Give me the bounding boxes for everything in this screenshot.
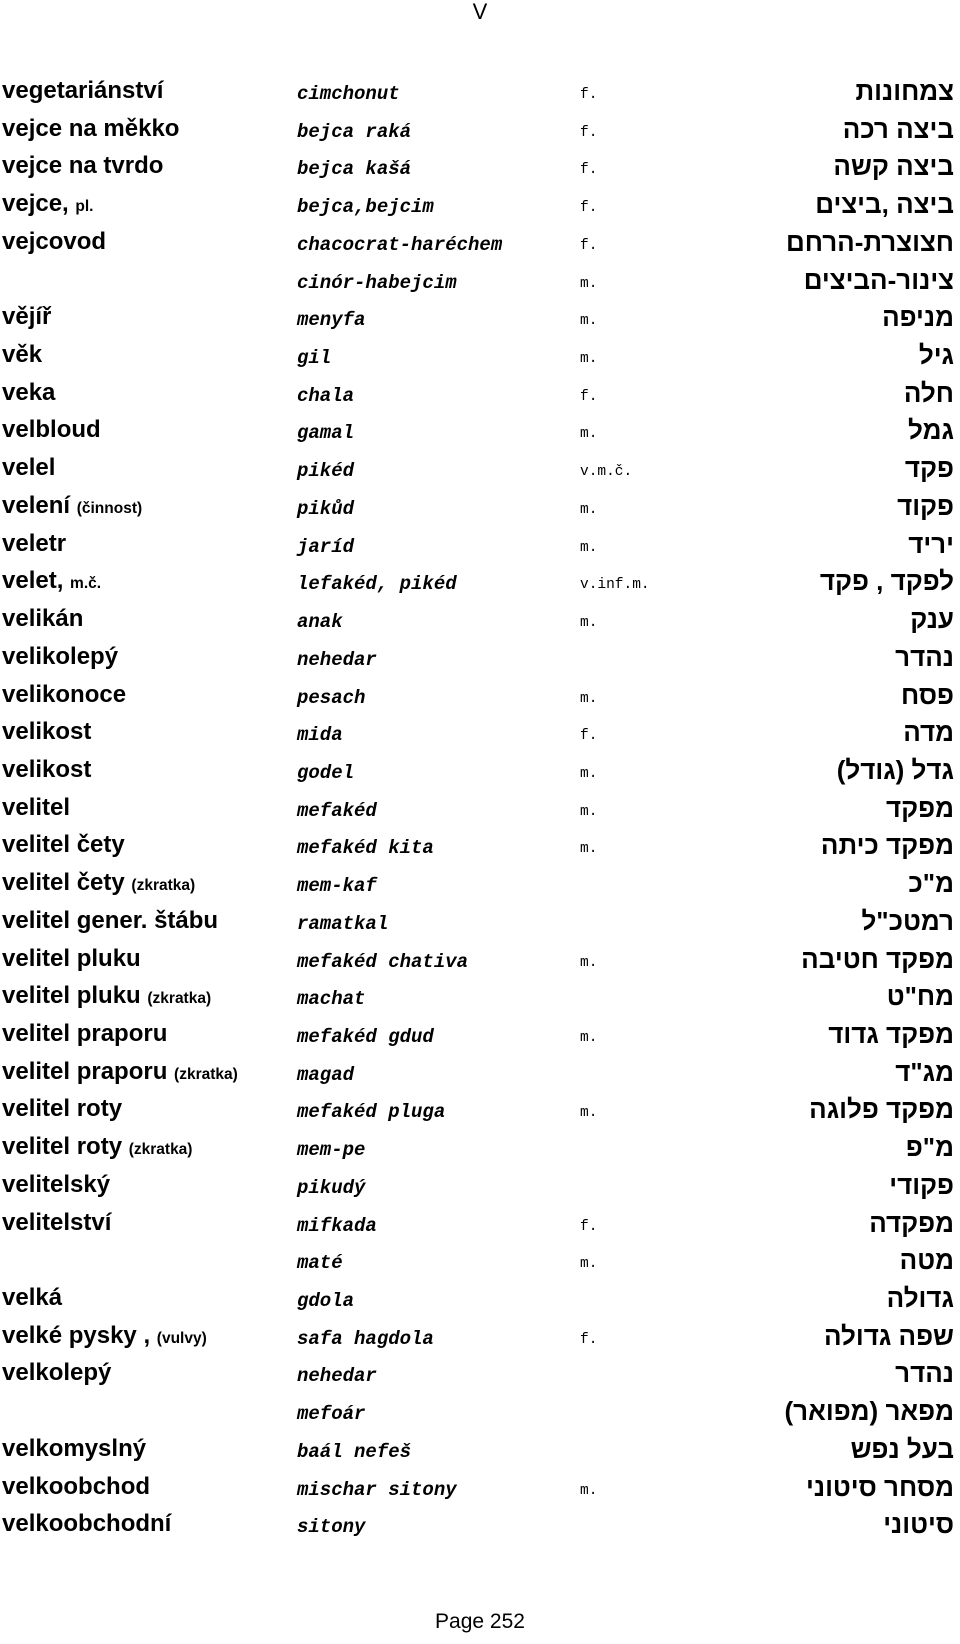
hebrew-term: מפקד כיתה	[820, 830, 954, 861]
czech-term-note: (zkratka)	[147, 990, 212, 1008]
grammar-tag: v.inf.m.	[580, 577, 650, 594]
dictionary-entry-row	[0, 528, 960, 566]
transliteration: machat	[297, 988, 366, 1011]
transliteration: baál nefeš	[297, 1440, 412, 1463]
czech-term	[2, 226, 106, 258]
grammar-tag: m.	[580, 501, 598, 518]
transliteration: bejca,bejcim	[297, 196, 434, 219]
dictionary-entry-row	[0, 226, 960, 264]
dictionary-entry-row	[0, 490, 960, 528]
czech-term	[2, 1207, 111, 1239]
dictionary-entry-row	[0, 829, 960, 867]
czech-term	[2, 792, 70, 824]
hebrew-term: מג"ד	[895, 1056, 954, 1087]
czech-term-text: velel	[2, 454, 56, 482]
transliteration: cinór-habejcim	[297, 271, 457, 294]
dictionary-entry-row	[0, 603, 960, 641]
transliteration: chala	[297, 384, 355, 407]
hebrew-term: לפקד , פקד	[819, 566, 954, 597]
grammar-tag: f.	[580, 388, 598, 405]
czech-term	[2, 1056, 238, 1091]
czech-term	[2, 1471, 150, 1503]
grammar-tag: m.	[580, 539, 598, 556]
dictionary-entry-list	[0, 75, 960, 1546]
dictionary-entry-row	[0, 980, 960, 1018]
czech-term	[2, 339, 42, 371]
grammar-tag: m.	[580, 351, 598, 368]
czech-term	[2, 565, 101, 600]
czech-term-note: (zkratka)	[131, 877, 196, 895]
grammar-tag: m.	[580, 954, 598, 971]
dictionary-entry-row	[0, 792, 960, 830]
hebrew-term: מפקד גדוד	[828, 1018, 954, 1049]
hebrew-term: נהדר	[895, 1358, 954, 1389]
czech-term-text: veletr	[2, 529, 67, 557]
hebrew-term: מח"ט	[886, 981, 954, 1012]
czech-term-note: (vulvy)	[156, 1329, 207, 1347]
czech-term-text: velitel pluku	[2, 982, 141, 1010]
transliteration: sitony	[297, 1516, 366, 1539]
dictionary-entry-row	[0, 1207, 960, 1245]
hebrew-term: ביצה ,ביצים	[815, 189, 954, 220]
czech-term-text: velitel roty	[2, 1133, 123, 1161]
hebrew-term: מטה	[899, 1245, 954, 1276]
dictionary-entry-row	[0, 377, 960, 415]
czech-term-text: vejce,	[2, 190, 69, 218]
transliteration: gamal	[297, 422, 355, 445]
transliteration: mifkada	[297, 1214, 377, 1237]
czech-term-text: velká	[2, 1284, 63, 1311]
czech-term-text: velké pysky ,	[2, 1321, 151, 1349]
transliteration: nehedar	[297, 1365, 377, 1388]
dictionary-entry-row	[0, 150, 960, 188]
dictionary-entry-row	[0, 1093, 960, 1131]
czech-term-text: velet,	[2, 567, 64, 595]
transliteration: pikudý	[297, 1176, 366, 1199]
dictionary-entry-row	[0, 679, 960, 717]
czech-term-text: velitelský	[2, 1170, 111, 1198]
hebrew-term: יריד	[908, 528, 954, 559]
dictionary-entry-row	[0, 1131, 960, 1169]
grammar-tag: f.	[580, 1331, 598, 1348]
czech-term-note: (zkratka)	[174, 1065, 238, 1083]
transliteration: jaríd	[297, 535, 355, 558]
hebrew-term: מפאר (מפואר)	[784, 1396, 954, 1427]
czech-term	[2, 980, 211, 1015]
grammar-tag: f.	[580, 1218, 598, 1235]
hebrew-term: נהדר	[895, 641, 954, 672]
hebrew-term: פקוד	[897, 490, 954, 521]
grammar-tag: f.	[580, 728, 598, 745]
czech-term	[2, 716, 91, 748]
hebrew-term: מסחר סיטוני	[806, 1471, 954, 1502]
czech-term	[2, 905, 218, 937]
hebrew-term: שפה גדולה	[823, 1320, 954, 1351]
dictionary-entry-row	[0, 1244, 960, 1282]
dictionary-entry-row	[0, 113, 960, 151]
transliteration: menyfa	[297, 309, 366, 332]
czech-term-note: pl.	[75, 198, 94, 216]
transliteration: magad	[297, 1063, 355, 1086]
grammar-tag: f.	[580, 200, 598, 217]
dictionary-entry-row	[0, 1395, 960, 1433]
czech-term-text: velitel	[2, 793, 71, 821]
hebrew-term: מפקד פלוגה	[809, 1094, 954, 1125]
dictionary-entry-row	[0, 1508, 960, 1546]
hebrew-term: בעל נפש	[850, 1433, 954, 1464]
transliteration: maté	[297, 1252, 343, 1275]
transliteration: safa hagdola	[297, 1327, 434, 1350]
czech-term	[2, 1320, 207, 1355]
grammar-tag: m.	[580, 841, 598, 858]
dictionary-entry-row	[0, 1433, 960, 1471]
czech-term	[2, 1508, 171, 1540]
dictionary-entry-row	[0, 75, 960, 113]
transliteration: lefakéd, pikéd	[297, 573, 457, 596]
transliteration: pesach	[297, 686, 366, 709]
hebrew-term: מדה	[903, 717, 954, 748]
czech-term-text: velikost	[2, 755, 92, 783]
transliteration: mefakéd chativa	[297, 950, 469, 973]
czech-term-note: (zkratka)	[128, 1141, 193, 1159]
dictionary-entry-row	[0, 188, 960, 226]
dictionary-entry-row	[0, 452, 960, 490]
czech-term	[2, 301, 51, 333]
czech-term	[2, 603, 83, 635]
transliteration: godel	[297, 761, 355, 784]
czech-term	[2, 113, 179, 145]
czech-term-text: vejce na tvrdo	[2, 152, 164, 180]
czech-term-text: velitelství	[2, 1208, 112, 1236]
czech-term-text: velitel gener. štábu	[2, 906, 219, 934]
transliteration: mefoár	[297, 1403, 366, 1426]
transliteration: anak	[297, 611, 343, 634]
dictionary-entry-row	[0, 943, 960, 981]
dictionary-entry-row	[0, 565, 960, 603]
transliteration: pikůd	[297, 497, 355, 520]
czech-term	[2, 679, 126, 711]
dictionary-entry-row	[0, 641, 960, 679]
czech-term-text: velbloud	[2, 416, 101, 444]
transliteration: chacocrat-haréchem	[297, 233, 503, 256]
grammar-tag: m.	[580, 313, 598, 330]
transliteration: mefakéd kita	[297, 837, 434, 860]
czech-term-text: velitel čety	[2, 831, 125, 859]
dictionary-entry-row	[0, 1282, 960, 1320]
page-number: Page 252	[435, 1610, 525, 1633]
grammar-tag: m.	[580, 615, 598, 632]
czech-term-text: veka	[2, 378, 56, 406]
hebrew-term: צינור-הביצים	[803, 264, 954, 295]
grammar-tag: m.	[580, 1256, 598, 1273]
grammar-tag: m.	[580, 275, 598, 292]
hebrew-term: פסח	[900, 679, 954, 710]
transliteration: gil	[297, 347, 332, 370]
dictionary-entry-row	[0, 1169, 960, 1207]
transliteration: mem-pe	[297, 1139, 366, 1162]
grammar-tag: f.	[580, 237, 598, 254]
czech-term-text: velkoobchod	[2, 1472, 151, 1500]
transliteration: pikéd	[297, 460, 355, 483]
dictionary-entry-row	[0, 905, 960, 943]
transliteration: ramatkal	[297, 912, 389, 935]
czech-term	[2, 1131, 192, 1166]
hebrew-term: גיל	[918, 340, 954, 371]
dictionary-entry-row	[0, 1056, 960, 1094]
dictionary-entry-row	[0, 1357, 960, 1395]
hebrew-term: ענק	[910, 604, 954, 635]
czech-term-text: vegetariánství	[2, 77, 164, 104]
hebrew-term: חצוצרת-הרחם	[786, 226, 954, 257]
grammar-tag: m.	[580, 1105, 598, 1122]
czech-term-text: velitel praporu	[2, 1057, 168, 1085]
czech-term	[2, 452, 55, 484]
grammar-tag: m.	[580, 1029, 598, 1046]
grammar-tag: f.	[580, 162, 598, 179]
hebrew-term: מניפה	[882, 302, 954, 333]
transliteration: bejca kašá	[297, 158, 412, 181]
czech-term-text: velitel roty	[2, 1095, 123, 1123]
czech-term	[2, 829, 125, 861]
page-header-letter: V	[472, 0, 488, 24]
czech-term	[2, 150, 163, 182]
dictionary-entry-row	[0, 1471, 960, 1509]
transliteration: mefakéd gdud	[297, 1025, 434, 1048]
hebrew-term: מ"כ	[908, 868, 954, 899]
czech-term-note: (činnost)	[76, 499, 143, 517]
czech-term-text: velikán	[2, 605, 84, 633]
grammar-tag: m.	[580, 803, 598, 820]
czech-term-text: velitel pluku	[2, 944, 141, 972]
dictionary-entry-row	[0, 754, 960, 792]
czech-term	[2, 490, 142, 525]
czech-term	[2, 641, 118, 673]
czech-term-text: velitel praporu	[2, 1019, 168, 1047]
czech-term	[2, 377, 55, 409]
transliteration: mischar sitony	[297, 1478, 457, 1501]
dictionary-entry-row	[0, 1018, 960, 1056]
grammar-tag: v.m.č.	[580, 464, 633, 481]
czech-term	[2, 867, 195, 902]
hebrew-term: גדל (גודל)	[836, 754, 954, 785]
czech-term	[2, 1093, 122, 1125]
czech-term-note: m.č.	[70, 575, 102, 593]
transliteration: mefakéd	[297, 799, 377, 822]
czech-term	[2, 528, 66, 560]
czech-term	[2, 754, 91, 786]
czech-term-text: velikolepý	[2, 642, 119, 670]
hebrew-term: סיטוני	[883, 1509, 954, 1540]
dictionary-entry-row	[0, 414, 960, 452]
hebrew-term: צמחונות	[855, 76, 954, 106]
hebrew-term: גמל	[908, 415, 954, 446]
czech-term-text: velikost	[2, 718, 92, 746]
hebrew-term: מפקדה	[869, 1207, 954, 1238]
transliteration: nehedar	[297, 648, 377, 671]
dictionary-entry-row	[0, 1320, 960, 1358]
czech-term-text: vejcovod	[2, 227, 107, 255]
dictionary-entry-row	[0, 339, 960, 377]
dictionary-entry-row	[0, 716, 960, 754]
hebrew-term: מ"פ	[905, 1132, 954, 1163]
hebrew-term: פקד	[904, 453, 954, 484]
czech-term	[2, 1018, 167, 1050]
czech-term	[2, 1169, 110, 1201]
czech-term	[2, 188, 94, 223]
grammar-tag: m.	[580, 426, 598, 443]
czech-term-text: velkoobchodní	[2, 1510, 172, 1538]
czech-term-text: velkolepý	[2, 1359, 112, 1387]
transliteration: cimchonut	[297, 83, 400, 105]
czech-term	[2, 414, 101, 446]
dictionary-entry-row	[0, 867, 960, 905]
czech-term-text: vějíř	[2, 303, 52, 331]
czech-term-text: velitel čety	[2, 869, 125, 897]
czech-term	[2, 75, 163, 107]
grammar-tag: f.	[580, 124, 598, 141]
dictionary-entry-row	[0, 301, 960, 339]
czech-term	[2, 1357, 111, 1389]
transliteration: mida	[297, 724, 343, 747]
grammar-tag: m.	[580, 765, 598, 782]
czech-term-text: věk	[2, 341, 43, 369]
czech-term-text: velkomyslný	[2, 1434, 147, 1462]
grammar-tag: f.	[580, 87, 598, 103]
hebrew-term: גדולה	[886, 1283, 954, 1313]
transliteration: bejca raká	[297, 120, 412, 143]
hebrew-term: פקודי	[889, 1169, 954, 1200]
czech-term	[2, 943, 141, 975]
hebrew-term: חלה	[903, 377, 954, 408]
hebrew-term: מפקד	[886, 792, 954, 823]
czech-term	[2, 1282, 62, 1314]
czech-term	[2, 1433, 146, 1465]
hebrew-term: מפקד חטיבה	[801, 943, 954, 974]
hebrew-term: ביצה רכה	[842, 113, 954, 144]
transliteration: gdola	[297, 1290, 355, 1312]
grammar-tag: m.	[580, 1482, 598, 1499]
hebrew-term: ביצה קשה	[833, 151, 954, 182]
czech-term-text: velikonoce	[2, 680, 127, 708]
grammar-tag: m.	[580, 690, 598, 707]
czech-term-text: velení	[2, 491, 71, 519]
transliteration: mem-kaf	[297, 875, 377, 898]
hebrew-term: רמטכ"ל	[861, 905, 954, 936]
dictionary-entry-row	[0, 264, 960, 302]
transliteration: mefakéd pluga	[297, 1101, 446, 1124]
czech-term-text: vejce na měkko	[2, 114, 180, 142]
